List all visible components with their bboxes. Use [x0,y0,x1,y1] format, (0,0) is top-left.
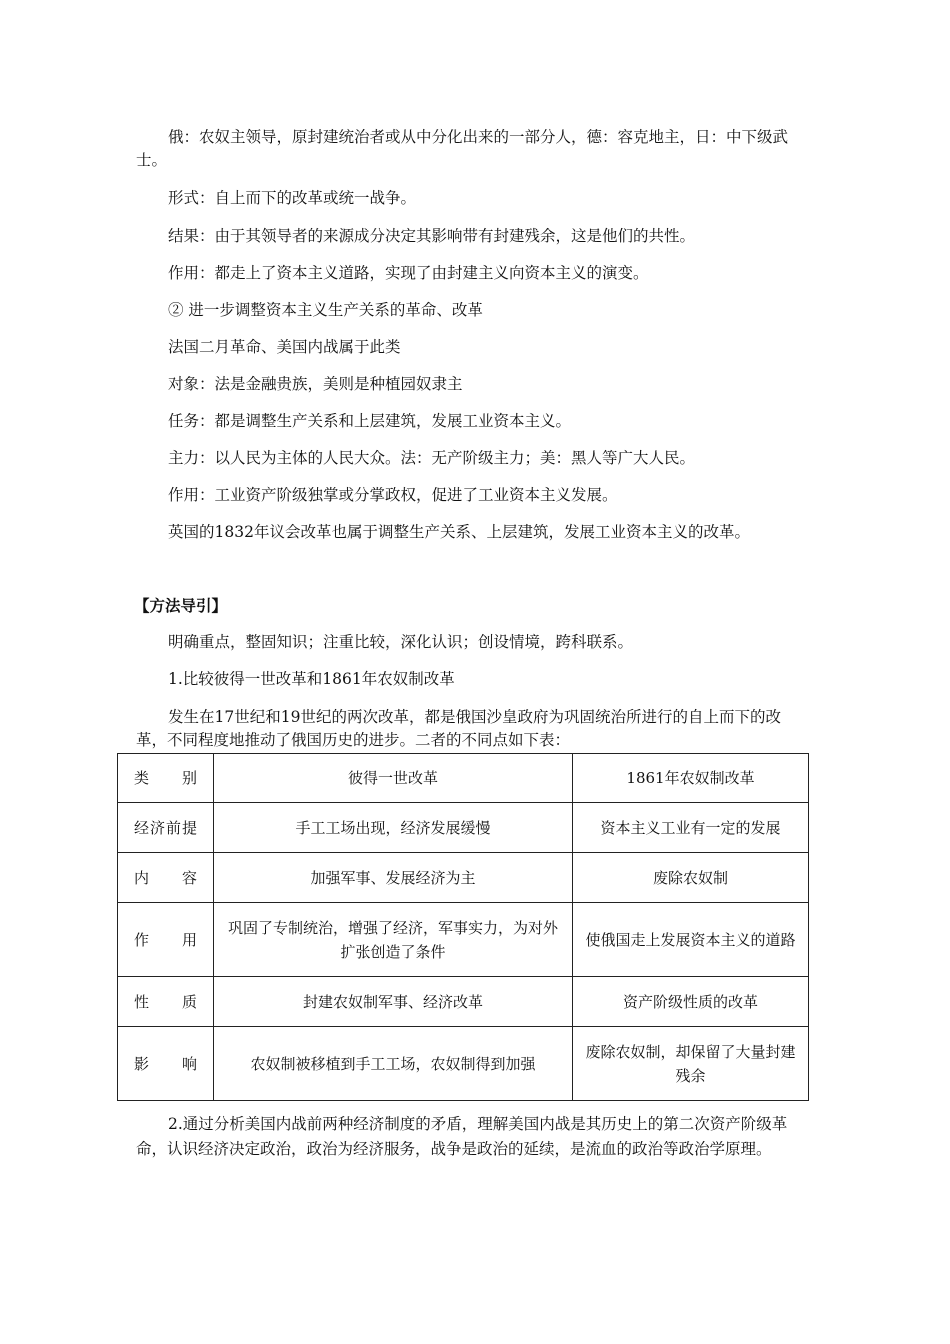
main-force-paragraph: 主力：以人民为主体的人民大众。法：无产阶级主力；美：黑人等广大人民。 [168,449,696,467]
form-paragraph: 形式：自上而下的改革或统一战争。 [168,189,417,207]
table-cell: 巩固了专制统治，增强了经济，军事实力，为对外扩张创造了条件 [214,903,573,977]
table-cell: 加强军事、发展经济为主 [214,853,573,903]
table-row [118,1027,809,1101]
table-cell: 农奴制被移植到手工工场，农奴制得到加强 [214,1027,573,1101]
method-heading: 【方法导引】 [134,597,228,615]
item1-intro: 发生在17世纪和19世纪的两次改革，都是俄国沙皇政府为巩固统治所进行的自上而下的改革，不同程度地推动了俄国历史的进步。二者的不同点如下表： [136,708,781,749]
table-cell: 资本主义工业有一定的发展 [573,803,809,853]
comparison-table [117,753,809,1101]
row-label: 性质 [118,977,214,1027]
row-label: 内容 [118,853,214,903]
row-label: 影响 [118,1027,214,1101]
row-label: 经济前提 [118,803,214,853]
method-summary: 明确重点，整固知识；注重比较，深化认识；创设情境，跨科联系。 [168,633,634,651]
table-row [118,803,809,853]
table-row [118,853,809,903]
task-paragraph: 任务：都是调整生产关系和上层建筑，发展工业资本主义。 [168,412,572,430]
header-1861-reform: 1861年农奴制改革 [573,754,809,803]
table-cell: 封建农奴制军事、经济改革 [214,977,573,1027]
table-cell: 废除农奴制 [573,853,809,903]
table-row [118,903,809,977]
leaders-paragraph: 俄：农奴主领导，原封建统治者或从中分化出来的一部分人，德：容克地主，日：中下级武士。 [136,128,789,169]
table-cell: 使俄国走上发展资本主义的道路 [573,903,809,977]
role-paragraph: 作用：工业资产阶级独掌或分掌政权，促进了工业资本主义发展。 [168,486,618,504]
header-peter-reform: 彼得一世改革 [214,754,573,803]
result-paragraph: 结果：由于其领导者的来源成分决定其影响带有封建残余，这是他们的共性。 [168,227,696,245]
item2-paragraph: 2.通过分析美国内战前两种经济制度的矛盾，理解美国内战是其历史上的第二次资产阶级革命，认识经济决定政治，政治为经济服务，战争是政治的延续，是流血的政治等政治学原理。 [136,1115,788,1158]
table-header-row [118,754,809,803]
target-paragraph: 对象：法是金融贵族，美则是种植园奴隶主 [168,375,463,393]
header-category: 类别 [118,754,214,803]
item1-title: 1.比较彼得一世改革和1861年农奴制改革 [168,670,455,688]
row-label: 作用 [118,903,214,977]
britain-paragraph: 英国的1832年议会改革也属于调整生产关系、上层建筑，发展工业资本主义的改革。 [168,523,750,541]
table-row [118,977,809,1027]
effect-paragraph: 作用：都走上了资本主义道路，实现了由封建主义向资本主义的演变。 [168,264,649,282]
table-cell: 废除农奴制，却保留了大量封建残余 [573,1027,809,1101]
table-cell: 手工工场出现，经济发展缓慢 [214,803,573,853]
category-paragraph: 法国二月革命、美国内战属于此类 [168,338,401,356]
subheading-paragraph: ② 进一步调整资本主义生产关系的革命、改革 [168,301,483,319]
table-cell: 资产阶级性质的改革 [573,977,809,1027]
